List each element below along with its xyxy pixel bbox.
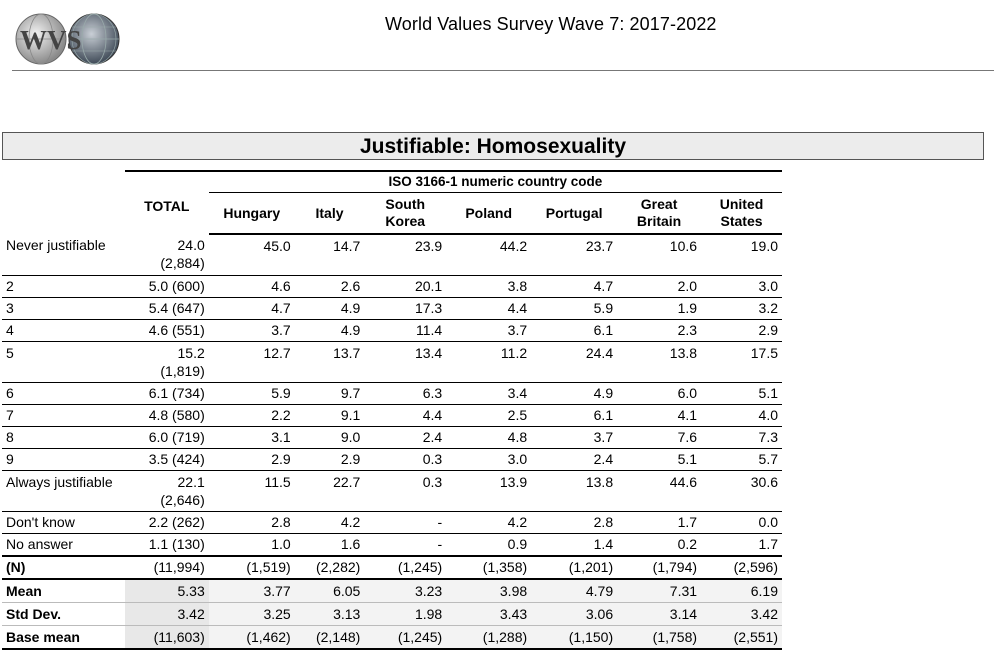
row-label: Mean (2, 579, 125, 603)
value-cell: 5.1 (617, 449, 701, 471)
value-cell: 3.98 (446, 579, 531, 603)
value-cell: 4.4 (446, 298, 531, 320)
value-cell: 4.7 (209, 298, 295, 320)
value-cell: 4.2 (446, 512, 531, 534)
row-label: Don't know (2, 512, 125, 534)
value-cell: - (364, 512, 446, 534)
value-cell: 44.6 (617, 471, 701, 512)
table-title: Justifiable: Homosexuality (2, 132, 984, 160)
total-cell: (11,994) (125, 556, 209, 579)
row-label: 6 (2, 383, 125, 405)
value-cell: 4.2 (295, 512, 365, 534)
value-cell: 1.4 (531, 534, 617, 557)
table-row (2, 449, 782, 471)
value-cell: 1.9 (617, 298, 701, 320)
value-cell: 3.7 (531, 427, 617, 449)
value-cell: 5.7 (701, 449, 782, 471)
value-cell: 3.43 (446, 603, 531, 626)
value-cell: 3.42 (701, 603, 782, 626)
header-divider (12, 70, 994, 71)
table-row (2, 405, 782, 427)
table-row (2, 534, 782, 557)
row-label: No answer (2, 534, 125, 557)
table-row (2, 512, 782, 534)
value-cell: 4.7 (531, 276, 617, 298)
value-cell: 3.23 (364, 579, 446, 603)
value-cell: 4.9 (295, 298, 365, 320)
n-row (2, 556, 782, 579)
country-header: United States (701, 193, 782, 235)
value-cell: 13.8 (531, 471, 617, 512)
value-cell: 0.0 (701, 512, 782, 534)
value-cell: 23.7 (531, 234, 617, 276)
table-row (2, 471, 782, 512)
country-header: South Korea (364, 193, 446, 235)
value-cell: 4.1 (617, 405, 701, 427)
value-cell: (1,519) (209, 556, 295, 579)
row-label: Never justifiable (2, 234, 125, 276)
value-cell: 0.9 (446, 534, 531, 557)
value-cell: 13.9 (446, 471, 531, 512)
value-cell: 3.13 (295, 603, 365, 626)
value-cell: 7.31 (617, 579, 701, 603)
table-row (2, 383, 782, 405)
total-cell: 5.33 (125, 579, 209, 603)
value-cell: 23.9 (364, 234, 446, 276)
value-cell: (2,148) (295, 626, 365, 650)
table-row (2, 234, 782, 276)
value-cell: 4.6 (209, 276, 295, 298)
table-row (2, 427, 782, 449)
value-cell: 3.2 (701, 298, 782, 320)
value-cell: 0.3 (364, 471, 446, 512)
value-cell: 24.4 (531, 342, 617, 383)
value-cell: 45.0 (209, 234, 295, 276)
total-cell: 5.0 (600) (125, 276, 209, 298)
row-label: Always justifiable (2, 471, 125, 512)
value-cell: 30.6 (701, 471, 782, 512)
total-cell: 3.5 (424) (125, 449, 209, 471)
value-cell: 6.1 (531, 320, 617, 342)
value-cell: 4.8 (446, 427, 531, 449)
value-cell: (1,245) (364, 626, 446, 650)
value-cell: (1,462) (209, 626, 295, 650)
value-cell: 3.0 (701, 276, 782, 298)
row-label: 7 (2, 405, 125, 427)
total-cell: (11,603) (125, 626, 209, 650)
country-header: Hungary (209, 193, 295, 235)
value-cell: 2.9 (295, 449, 365, 471)
value-cell: 20.1 (364, 276, 446, 298)
value-cell: 3.1 (209, 427, 295, 449)
value-cell: 3.25 (209, 603, 295, 626)
value-cell: (1,358) (446, 556, 531, 579)
value-cell: 2.8 (531, 512, 617, 534)
value-cell: 7.6 (617, 427, 701, 449)
value-cell: 2.5 (446, 405, 531, 427)
value-cell: 9.0 (295, 427, 365, 449)
value-cell: 6.0 (617, 383, 701, 405)
value-cell: 2.8 (209, 512, 295, 534)
value-cell: 2.9 (701, 320, 782, 342)
value-cell: 0.3 (364, 449, 446, 471)
value-cell: 13.7 (295, 342, 365, 383)
value-cell: 2.2 (209, 405, 295, 427)
value-cell: (1,201) (531, 556, 617, 579)
value-cell: 2.6 (295, 276, 365, 298)
value-cell: 3.14 (617, 603, 701, 626)
row-label: 8 (2, 427, 125, 449)
total-cell: 5.4 (647) (125, 298, 209, 320)
wvs-logo (14, 12, 122, 66)
value-cell: (1,288) (446, 626, 531, 650)
value-cell: (2,551) (701, 626, 782, 650)
value-cell: 1.0 (209, 534, 295, 557)
row-label: Std Dev. (2, 603, 125, 626)
value-cell: 11.2 (446, 342, 531, 383)
value-cell: 14.7 (295, 234, 365, 276)
value-cell: 3.7 (209, 320, 295, 342)
value-cell: 10.6 (617, 234, 701, 276)
total-cell: 2.2 (262) (125, 512, 209, 534)
value-cell: 4.79 (531, 579, 617, 603)
value-cell: 6.1 (531, 405, 617, 427)
total-cell: 6.1 (734) (125, 383, 209, 405)
country-header: Great Britain (617, 193, 701, 235)
value-cell: 22.7 (295, 471, 365, 512)
value-cell: 6.3 (364, 383, 446, 405)
total-cell: 15.2 (1,819) (125, 342, 209, 383)
total-column-header: TOTAL (125, 171, 209, 234)
country-header: Portugal (531, 193, 617, 235)
value-cell: 2.3 (617, 320, 701, 342)
value-cell: 9.7 (295, 383, 365, 405)
value-cell: (2,282) (295, 556, 365, 579)
value-cell: (1,794) (617, 556, 701, 579)
value-cell: 3.8 (446, 276, 531, 298)
value-cell: 9.1 (295, 405, 365, 427)
value-cell: 3.77 (209, 579, 295, 603)
row-label: 2 (2, 276, 125, 298)
value-cell: 3.06 (531, 603, 617, 626)
row-label: 4 (2, 320, 125, 342)
total-cell: 4.8 (580) (125, 405, 209, 427)
stat-row (2, 579, 782, 603)
value-cell: 5.9 (531, 298, 617, 320)
value-cell: 2.9 (209, 449, 295, 471)
table-row (2, 276, 782, 298)
value-cell: 1.7 (617, 512, 701, 534)
value-cell: 3.4 (446, 383, 531, 405)
value-cell: 13.4 (364, 342, 446, 383)
total-cell: 22.1 (2,646) (125, 471, 209, 512)
value-cell: (1,150) (531, 626, 617, 650)
value-cell: 11.4 (364, 320, 446, 342)
value-cell: 2.4 (364, 427, 446, 449)
value-cell: 6.19 (701, 579, 782, 603)
value-cell: 3.7 (446, 320, 531, 342)
stat-row (2, 603, 782, 626)
page-header-title: World Values Survey Wave 7: 2017-2022 (385, 14, 717, 34)
value-cell: 2.0 (617, 276, 701, 298)
value-cell: 4.9 (295, 320, 365, 342)
value-cell: (1,245) (364, 556, 446, 579)
value-cell: 1.98 (364, 603, 446, 626)
country-header: Italy (295, 193, 365, 235)
value-cell: 2.4 (531, 449, 617, 471)
row-label: Base mean (2, 626, 125, 650)
total-cell: 6.0 (719) (125, 427, 209, 449)
value-cell: 19.0 (701, 234, 782, 276)
value-cell: 7.3 (701, 427, 782, 449)
country-header: Poland (446, 193, 531, 235)
value-cell: 17.3 (364, 298, 446, 320)
value-cell: 44.2 (446, 234, 531, 276)
value-cell: 1.6 (295, 534, 365, 557)
country-group-header: ISO 3166-1 numeric country code (209, 171, 782, 193)
total-cell: 1.1 (130) (125, 534, 209, 557)
table-row (2, 342, 782, 383)
value-cell: 13.8 (617, 342, 701, 383)
value-cell: 4.9 (531, 383, 617, 405)
stat-row (2, 626, 782, 650)
row-label: (N) (2, 556, 125, 579)
value-cell: 17.5 (701, 342, 782, 383)
total-cell: 24.0 (2,884) (125, 234, 209, 276)
total-cell: 3.42 (125, 603, 209, 626)
value-cell: 1.7 (701, 534, 782, 557)
value-cell: 5.9 (209, 383, 295, 405)
value-cell: 11.5 (209, 471, 295, 512)
logo-text: WVS (20, 25, 82, 55)
value-cell: (1,758) (617, 626, 701, 650)
value-cell: 0.2 (617, 534, 701, 557)
value-cell: 5.1 (701, 383, 782, 405)
value-cell: 4.0 (701, 405, 782, 427)
table-row (2, 320, 782, 342)
value-cell: 3.0 (446, 449, 531, 471)
table-row (2, 298, 782, 320)
row-label: 9 (2, 449, 125, 471)
value-cell: 12.7 (209, 342, 295, 383)
total-cell: 4.6 (551) (125, 320, 209, 342)
value-cell: 4.4 (364, 405, 446, 427)
row-label: 5 (2, 342, 125, 383)
results-table (2, 170, 782, 650)
value-cell: (2,596) (701, 556, 782, 579)
value-cell: - (364, 534, 446, 557)
row-label: 3 (2, 298, 125, 320)
value-cell: 6.05 (295, 579, 365, 603)
